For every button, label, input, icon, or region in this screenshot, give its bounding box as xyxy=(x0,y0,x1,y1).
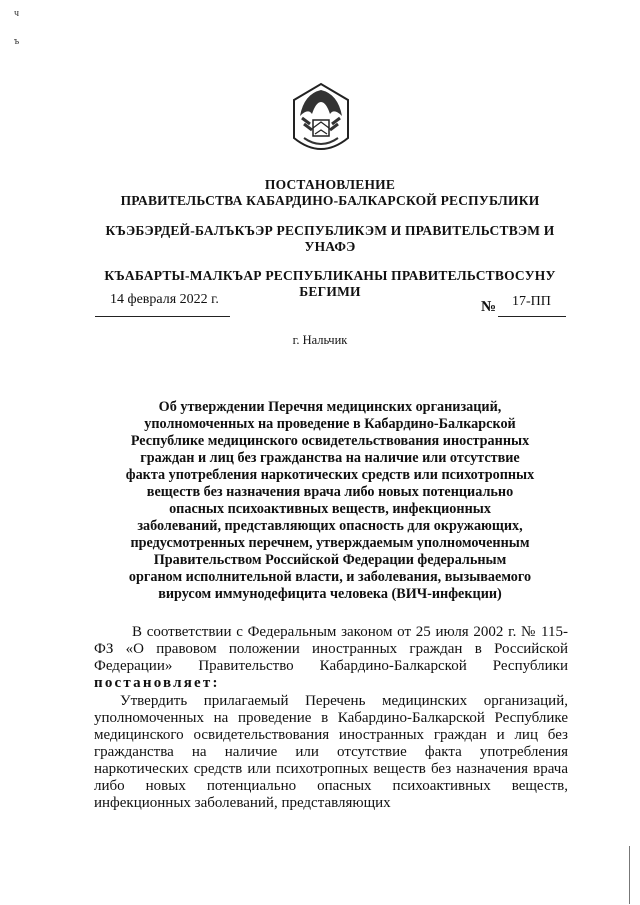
preamble-paragraph xyxy=(94,624,568,692)
number-sign: № xyxy=(481,299,497,315)
resolves-keyword: постановляет: xyxy=(94,675,220,691)
number-underline xyxy=(498,316,566,317)
title-line: уполномоченных на проведение в Кабардино-Балкарской xyxy=(144,416,516,432)
resolution-paragraph: Утвердить прилагаемый Перечень медицинских организаций, уполномоченных на проведение в Кабардино-Балкарской Республике медицинского освидетельствования иностранных граждан и лиц без гражданства на наличие или отсутствие факта употребления наркотических средств или психотропных веществ без назначения врача либо новых потенциально опасных психоактивных веществ, инфекционных заболеваний, представляющих xyxy=(94,693,568,811)
government-name-krc: КЪАБАРТЫ-МАЛКЪАР РЕСПУБЛИКАНЫ ПРАВИТЕЛЬСТВОСУНУ xyxy=(104,268,556,283)
title-line: веществ без назначения врача либо новых потенциально xyxy=(146,484,514,500)
title-line: опасных психоактивных веществ, инфекционных xyxy=(169,501,491,517)
title-line: Правительством Российской Федерации федеральным xyxy=(153,552,507,568)
title-line: граждан и лиц без гражданства на наличие или отсутствие xyxy=(140,450,520,466)
scan-edge-line xyxy=(629,846,630,904)
coat-of-arms-icon xyxy=(290,80,352,162)
city: г. Нальчик xyxy=(292,333,348,347)
title-line: факта употребления наркотических средств или психотропных xyxy=(125,467,535,483)
corner-mark: ъ xyxy=(14,36,20,47)
title-line: Республике медицинского освидетельствования иностранных xyxy=(130,433,530,449)
title-line: вирусом иммунодефицита человека (ВИЧ-инфекции) xyxy=(158,586,502,602)
title-line: предусмотренных перечнем, утверждаемым уполномоченным xyxy=(130,535,530,551)
doc-type-heading: ПОСТАНОВЛЕНИЕ xyxy=(264,177,396,192)
date-underline xyxy=(95,316,230,317)
title-line: органом исполнительной власти, и заболевания, вызываемого xyxy=(128,569,532,585)
government-name-ru: ПРАВИТЕЛЬСТВА КАБАРДИНО-БАЛКАРСКОЙ РЕСПУБЛИКИ xyxy=(120,193,540,208)
title-line: Об утверждении Перечня медицинских организаций, xyxy=(158,399,502,415)
corner-mark: ч xyxy=(14,8,20,19)
document-number: 17-ПП xyxy=(512,294,551,309)
government-name-kbd-cont: УНАФЭ xyxy=(304,239,356,254)
government-name-kbd: КЪЭБЭРДЕЙ-БАЛЪКЪЭР РЕСПУБЛИКЭМ И ПРАВИТЕЛЬСТВЭМ И xyxy=(105,223,555,238)
government-name-krc-cont: БЕГИМИ xyxy=(299,284,361,299)
document-title xyxy=(95,399,565,603)
title-line: заболеваний, представляющих опасность для окружающих, xyxy=(137,518,523,534)
document-date: 14 февраля 2022 г. xyxy=(110,292,219,307)
preamble-text: В соответствии с Федеральным законом от 25 июля 2002 г. № 115-ФЗ «О правовом положении иностранных граждан в Российской Федерации» Правительство Кабардино-Балкарской Республики xyxy=(94,624,568,674)
